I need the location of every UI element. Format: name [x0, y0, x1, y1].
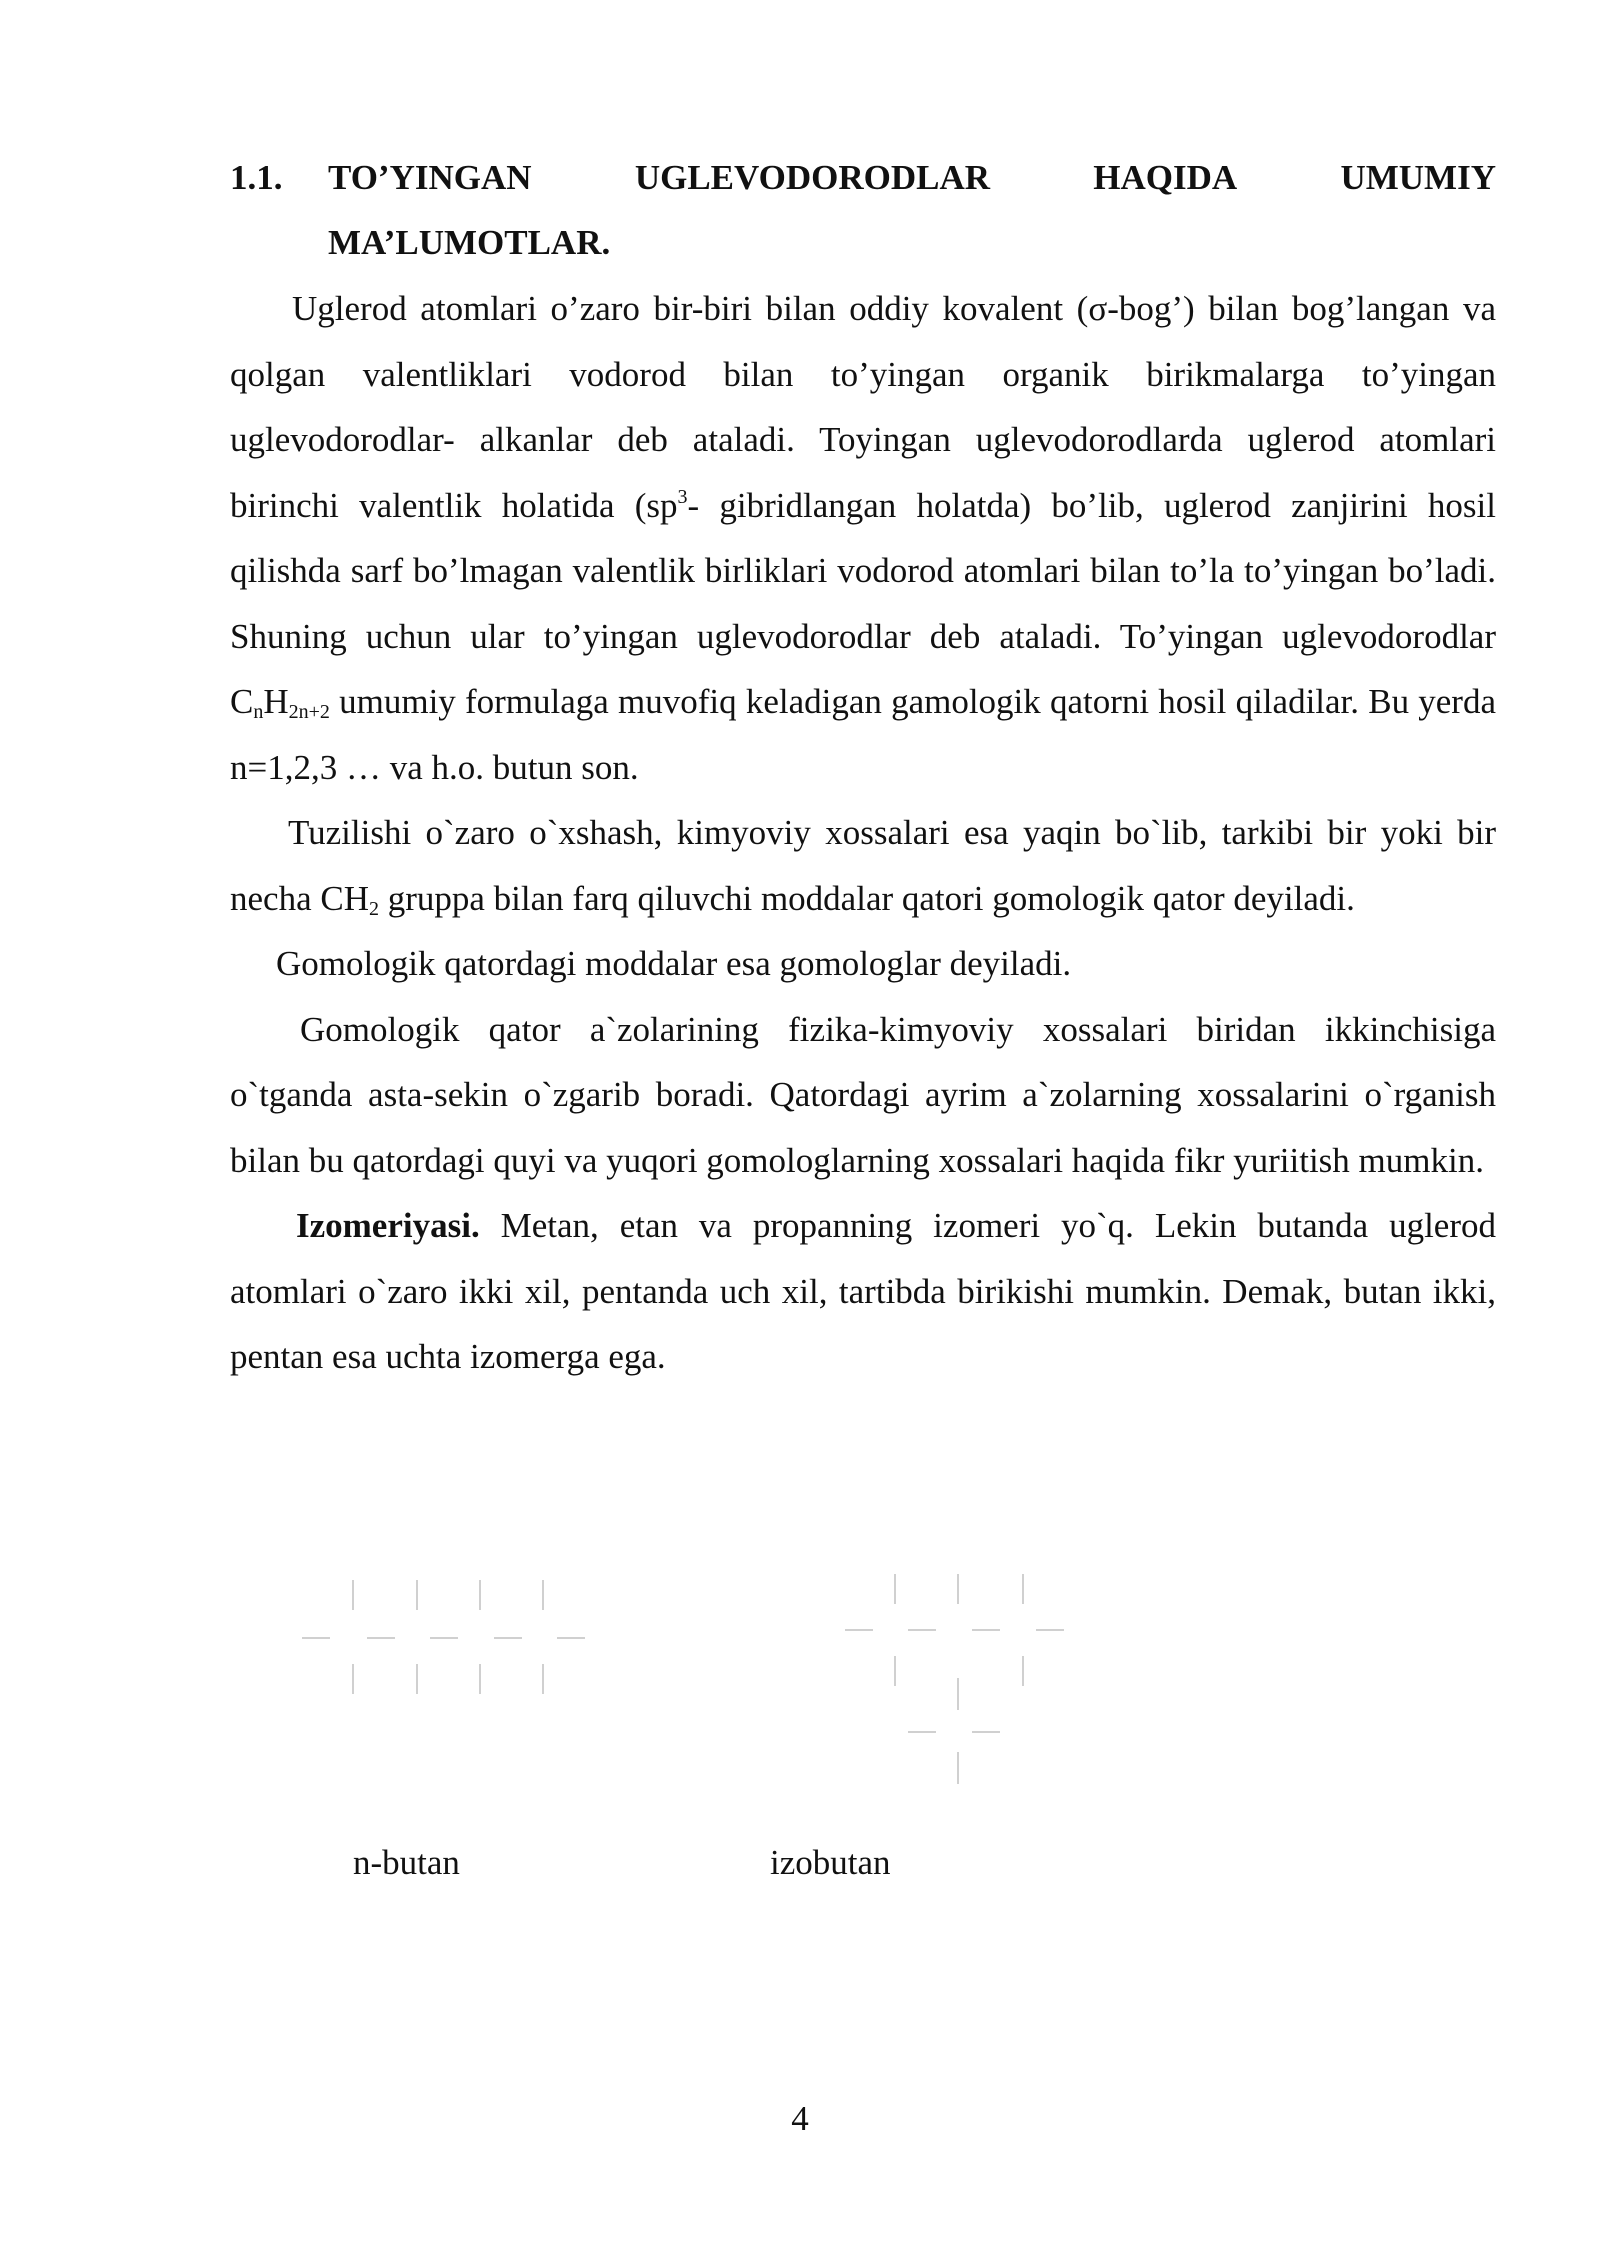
paragraph-alkanes: Uglerod atomlari o’zaro bir-biri bilan oddiy kovalent (σ-bog’) bilan bog’langan va qolgan valentliklari vodorod bilan to’yingan organik birikmalarga to’yingan uglevodorodlar- alkanlar deb ataladi. Toyingan uglevodorodlarda uglerod atomlari birinchi valentlik holatida ($sp^3-$ gibridlangan holatda) bo’lib, uglerod zanjirini hosil qilishda sarf bo’lmagan valentlik birliklari vodorod atomlari bilan to’la to’yingan bo’ladi. Shuning uchun ular to’yingan uglevodorodlar deb ataladi. To’yingan uglevodorodlar $C_nH_{2n+2}$ umumiy formulaga muvofiq keladigan gamologik qatorni hosil qiladilar. Bu yerda n=1,2,3 … va h.o. butun son.	[230, 289, 1496, 787]
page-number: 4	[791, 2099, 809, 2138]
caption-isobutane: izobutan	[770, 1843, 891, 1882]
structural-formulas	[0, 1560, 1600, 1800]
paragraph-isomerism: Izomeriyasi. Metan, etan va propanning izomeri yo`q. Lekin butanda uglerod atomlari o`zaro ikki xil, pentanda uch xil, tartibda birikishi mumkin. Demak, butan ikki, pentan esa uchta izomerga ega.	[230, 1206, 1496, 1376]
heading-line-2: MA’LUMOTLAR.	[328, 223, 611, 262]
heading-word: UMUMIY	[1340, 158, 1496, 197]
caption-n-butane: n-butan	[353, 1843, 460, 1882]
paragraph-homologs: Gomologik qatordagi moddalar esa gomologlar deyiladi.	[276, 944, 1072, 983]
section-heading	[230, 145, 1496, 275]
n-butane-structure	[302, 1580, 585, 1694]
body-text	[230, 276, 1496, 1390]
isomerism-label: Izomeriyasi.	[296, 1206, 480, 1245]
paragraph-homologous-series: Tuzilishi o`zaro o`xshash, kimyoviy xossalari esa yaqin bo`lib, tarkibi bir yoki bir necha $CH_2$ gruppa bilan farq qiluvchi moddalar qatori gomologik qator deyiladi.	[230, 813, 1496, 920]
paragraph-properties: Gomologik qator a`zolarining fizika-kimyoviy xossalari biridan ikkinchisiga o`tganda asta-sekin o`zgarib boradi. Qatordagi ayrim a`zolarning xossalarini o`rganish bilan bu qatordagi quyi va yuqori gomologlarning xossalari haqida fikr yuriitish mumkin.	[230, 1009, 1496, 1180]
heading-word: UGLEVODORODLAR	[634, 158, 990, 197]
heading-word: HAQIDA	[1093, 158, 1238, 197]
section-number: 1.1.	[230, 158, 283, 197]
heading-word: TO’YINGAN	[328, 158, 532, 197]
isobutane-structure	[845, 1574, 1064, 1784]
